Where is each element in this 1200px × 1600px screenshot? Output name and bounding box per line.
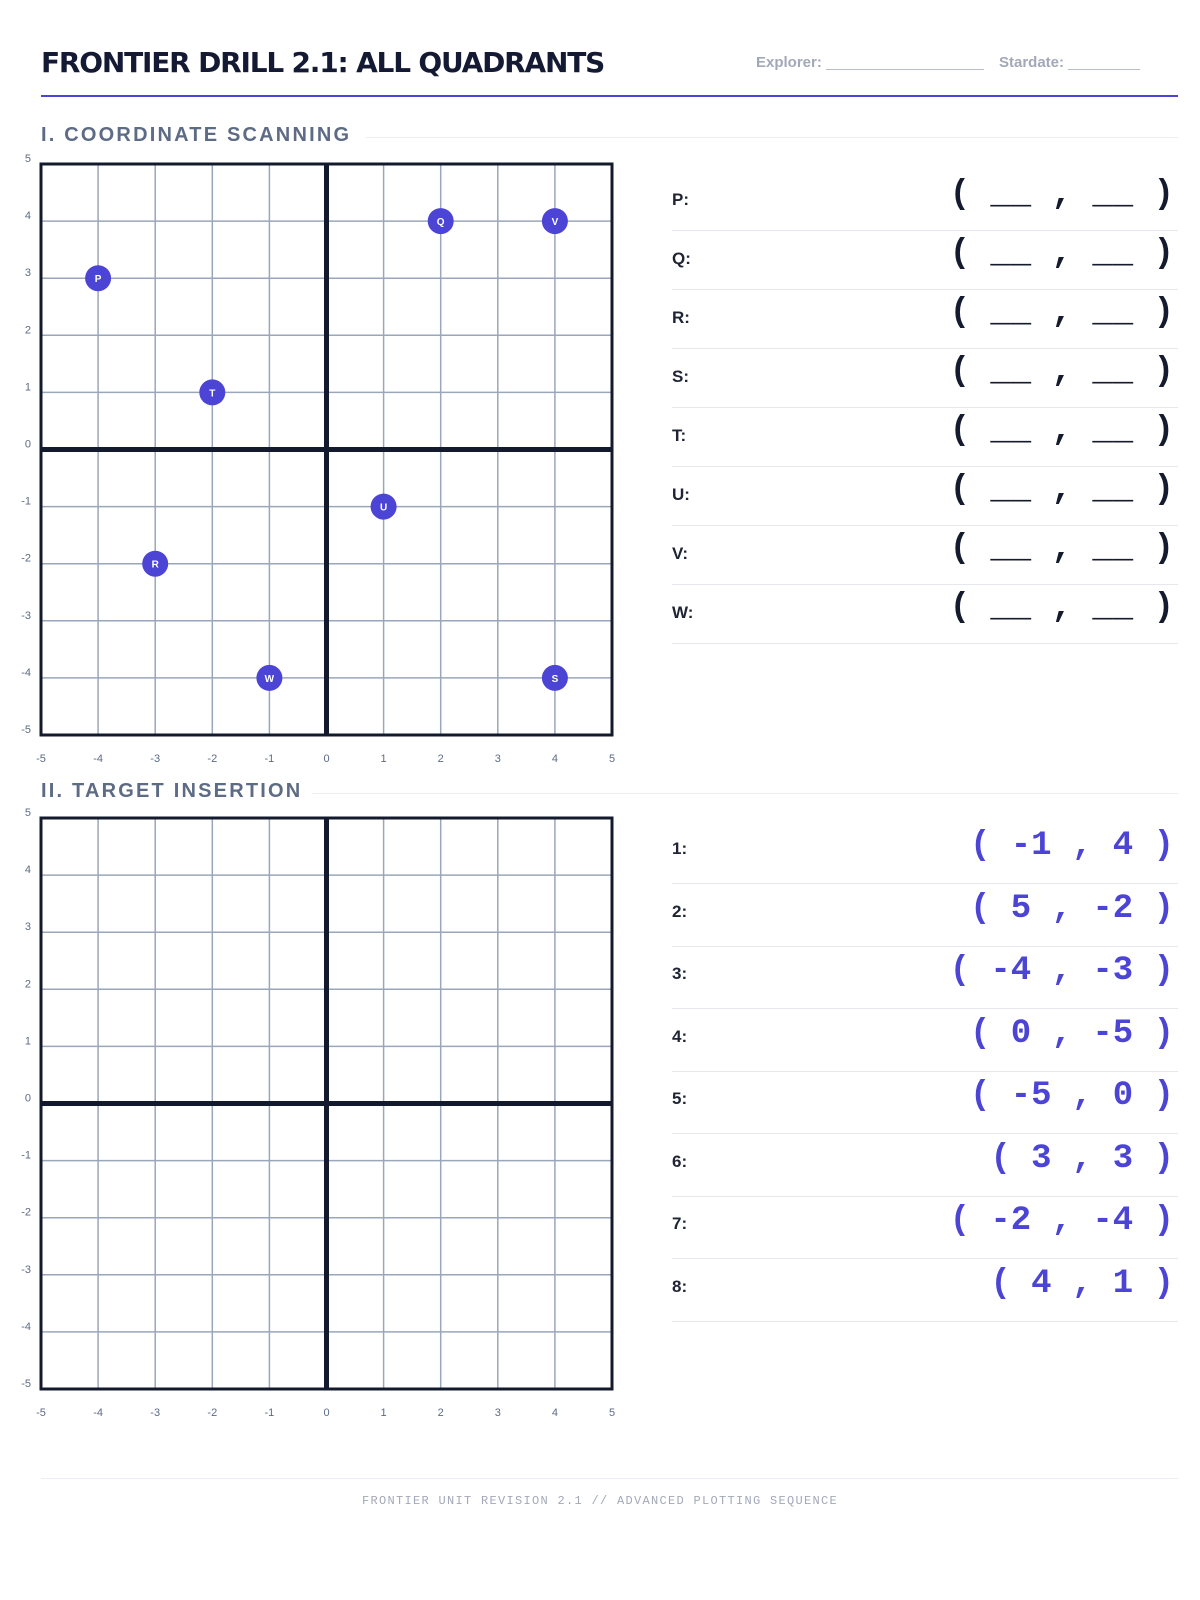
y-tick-label: -3 bbox=[21, 609, 31, 622]
section-title-target-insertion: II. TARGET INSERTION bbox=[41, 780, 303, 802]
point-label-p: P bbox=[94, 274, 102, 286]
answer-row bbox=[672, 585, 1178, 644]
answer-point-label: R: bbox=[672, 308, 690, 327]
x-tick-label: 0 bbox=[323, 1407, 330, 1419]
x-tick-label: 3 bbox=[494, 1407, 501, 1419]
answer-row bbox=[672, 290, 1178, 349]
target-insertion-plane[interactable] bbox=[0, 804, 620, 1424]
y-tick-label: 4 bbox=[24, 210, 31, 223]
point-label-s: S bbox=[551, 673, 559, 685]
target-row bbox=[672, 1134, 1178, 1197]
y-tick-label: -5 bbox=[21, 724, 31, 736]
coordinate-answer-blank[interactable]: ( __ , __ ) bbox=[949, 176, 1174, 214]
coordinate-scanning-plane bbox=[0, 150, 620, 770]
explorer-blank[interactable] bbox=[826, 56, 984, 70]
target-number: 7: bbox=[672, 1214, 688, 1233]
answer-point-label: S: bbox=[672, 367, 689, 386]
answer-row bbox=[672, 231, 1178, 290]
stardate-label: Stardate: bbox=[999, 54, 1065, 71]
x-tick-label: -3 bbox=[150, 753, 161, 765]
answer-point-label: W: bbox=[672, 603, 694, 622]
x-tick-label: 5 bbox=[608, 1407, 616, 1419]
target-coordinates: ( -2 , -4 ) bbox=[949, 1202, 1174, 1240]
target-row bbox=[672, 946, 1178, 1009]
y-tick-label: -2 bbox=[21, 1206, 31, 1219]
x-tick-label: 1 bbox=[380, 753, 387, 765]
x-tick-label: 1 bbox=[380, 1407, 387, 1419]
y-tick-label: 0 bbox=[24, 1092, 31, 1105]
y-tick-label: 4 bbox=[24, 864, 31, 877]
y-tick-label: -4 bbox=[21, 666, 31, 679]
x-tick-label: -4 bbox=[93, 1407, 103, 1419]
point-label-w: W bbox=[264, 673, 275, 685]
x-tick-label: 2 bbox=[437, 753, 444, 765]
answer-point-label: P: bbox=[672, 190, 689, 209]
answer-point-label: T: bbox=[672, 426, 687, 445]
x-tick-label: -5 bbox=[36, 1407, 46, 1419]
y-tick-label: 5 bbox=[24, 807, 31, 819]
y-tick-label: -1 bbox=[21, 495, 31, 508]
y-tick-label: 5 bbox=[24, 153, 31, 165]
answer-point-label: Q: bbox=[672, 249, 691, 268]
explorer-field[interactable] bbox=[756, 54, 984, 71]
target-coordinates: ( 3 , 3 ) bbox=[990, 1139, 1174, 1178]
target-number: 2: bbox=[672, 901, 688, 921]
target-coordinates: ( 0 , -5 ) bbox=[969, 1014, 1174, 1053]
answer-row bbox=[672, 172, 1178, 231]
target-row bbox=[672, 1196, 1178, 1259]
y-tick-label: 1 bbox=[24, 381, 31, 394]
target-number: 3: bbox=[672, 964, 688, 983]
y-tick-label: -1 bbox=[21, 1149, 31, 1162]
stardate-blank[interactable] bbox=[1068, 56, 1140, 70]
x-tick-label: 5 bbox=[608, 753, 616, 765]
answer-point-label: U: bbox=[672, 485, 690, 504]
y-tick-label: -4 bbox=[21, 1320, 31, 1333]
y-tick-label: -2 bbox=[21, 552, 31, 565]
coordinate-answer-blank[interactable]: ( __ , __ ) bbox=[949, 353, 1174, 391]
coordinate-answer-blank[interactable]: ( __ , __ ) bbox=[949, 589, 1174, 627]
target-row bbox=[672, 884, 1178, 947]
answer-row bbox=[672, 349, 1178, 408]
x-tick-label: -5 bbox=[36, 753, 46, 765]
coordinate-answer-blank[interactable]: ( __ , __ ) bbox=[949, 412, 1174, 450]
x-tick-label: -4 bbox=[93, 753, 103, 765]
target-number: 6: bbox=[672, 1151, 688, 1171]
x-tick-label: 4 bbox=[551, 1407, 558, 1419]
answer-row bbox=[672, 467, 1178, 526]
worksheet-header bbox=[41, 30, 1178, 97]
x-tick-label: 0 bbox=[323, 753, 330, 765]
answer-row bbox=[672, 408, 1178, 467]
coordinate-answer-blank[interactable]: ( __ , __ ) bbox=[949, 235, 1174, 273]
target-number: 8: bbox=[672, 1276, 688, 1296]
x-tick-label: -2 bbox=[207, 1407, 218, 1419]
x-tick-label: -1 bbox=[264, 1407, 275, 1419]
section-divider bbox=[366, 137, 1178, 138]
target-row bbox=[672, 1259, 1178, 1322]
x-tick-label: 3 bbox=[494, 753, 501, 765]
target-coordinates: ( 5 , -2 ) bbox=[969, 889, 1174, 928]
point-label-r: R bbox=[151, 559, 159, 571]
point-label-u: U bbox=[379, 502, 388, 514]
answer-point-label: V: bbox=[672, 544, 689, 563]
x-tick-label: 4 bbox=[551, 753, 558, 765]
target-number: 1: bbox=[672, 839, 688, 858]
point-label-v: V bbox=[551, 217, 559, 229]
x-tick-label: 2 bbox=[437, 1407, 444, 1419]
y-tick-label: 2 bbox=[24, 978, 31, 991]
y-tick-label: -3 bbox=[21, 1263, 31, 1276]
y-tick-label: 3 bbox=[24, 267, 31, 280]
footer-divider bbox=[41, 1478, 1178, 1479]
point-label-q: Q bbox=[436, 217, 445, 229]
x-tick-label: -1 bbox=[264, 753, 275, 765]
worksheet-title: FRONTIER DRILL 2.1: ALL QUADRANTS bbox=[41, 46, 605, 79]
target-coordinates: ( 4 , 1 ) bbox=[990, 1264, 1174, 1303]
x-tick-label: -3 bbox=[150, 1407, 161, 1419]
stardate-field[interactable] bbox=[999, 54, 1140, 71]
coordinate-answer-blank[interactable]: ( __ , __ ) bbox=[949, 294, 1174, 332]
coordinate-answer-blank[interactable]: ( __ , __ ) bbox=[949, 471, 1174, 509]
x-tick-label: -2 bbox=[207, 753, 218, 765]
y-tick-label: 1 bbox=[24, 1035, 31, 1048]
y-tick-label: 3 bbox=[24, 921, 31, 934]
section-title-coordinate-scanning: I. COORDINATE SCANNING bbox=[41, 124, 352, 146]
target-number: 4: bbox=[672, 1026, 688, 1046]
coordinate-answer-blank[interactable]: ( __ , __ ) bbox=[949, 530, 1174, 568]
section-divider bbox=[312, 793, 1178, 794]
target-row bbox=[672, 821, 1178, 884]
footer-text: FRONTIER UNIT REVISION 2.1 // ADVANCED PLOTTING SEQUENCE bbox=[361, 1494, 839, 1508]
y-tick-label: -5 bbox=[21, 1378, 31, 1390]
target-coordinates: ( -5 , 0 ) bbox=[969, 1077, 1174, 1115]
y-tick-label: 2 bbox=[24, 324, 31, 337]
target-number: 5: bbox=[672, 1089, 688, 1108]
target-row bbox=[672, 1009, 1178, 1072]
explorer-label: Explorer: bbox=[756, 54, 822, 71]
point-label-t: T bbox=[209, 388, 216, 400]
y-tick-label: 0 bbox=[24, 438, 31, 451]
answer-row bbox=[672, 526, 1178, 585]
target-coordinates: ( -4 , -3 ) bbox=[949, 952, 1174, 990]
target-coordinates: ( -1 , 4 ) bbox=[969, 827, 1174, 865]
target-row bbox=[672, 1071, 1178, 1134]
